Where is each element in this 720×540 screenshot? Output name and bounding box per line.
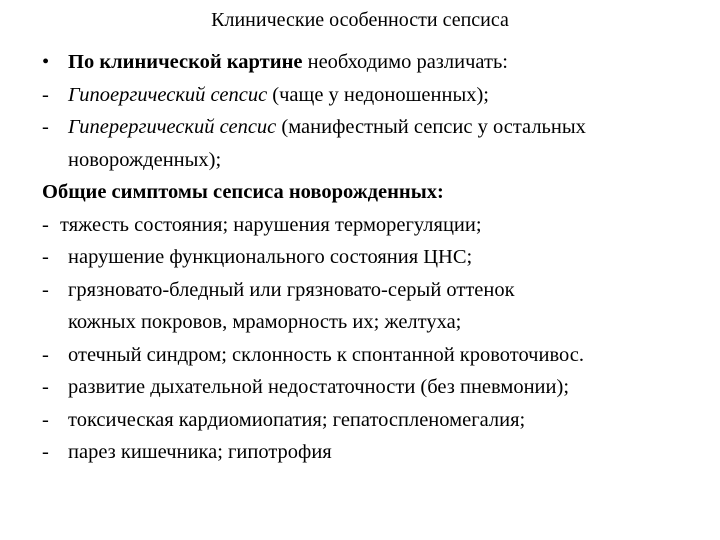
sepsis-type-name: Гиперергический сепсис xyxy=(68,116,277,138)
list-item-hyperergic-continuation xyxy=(42,144,712,177)
symptom-text: грязновато-бледный или грязновато-серый оттенок xyxy=(68,278,515,301)
symptoms-heading-line xyxy=(42,176,712,209)
slide-content xyxy=(42,46,712,469)
symptom-text: токсическая кардиомиопатия; гепатоспленомегалия; xyxy=(68,408,526,431)
continuation-text: новорожденных); xyxy=(68,148,222,171)
dash-marker: - xyxy=(42,376,49,398)
symptom-item xyxy=(42,209,712,242)
bullet-bold-text: По клинической картине xyxy=(68,51,303,73)
bullet-marker: • xyxy=(42,51,50,73)
dash-marker: - xyxy=(42,278,49,301)
symptom-text: парез кишечника; гипотрофия xyxy=(68,441,332,463)
symptom-item-continuation xyxy=(42,306,712,339)
list-item-hyperergic xyxy=(42,111,712,144)
sepsis-type-note: (манифестный сепсис у остальных xyxy=(276,116,586,138)
sepsis-type-note: (чаще у недоношенных); xyxy=(267,83,489,106)
dash-marker: - xyxy=(42,441,49,463)
symptom-text: отечный синдром; склонность к спонтанной кровоточивос. xyxy=(68,343,584,366)
dash-marker: - xyxy=(42,246,49,268)
symptom-item xyxy=(42,436,712,469)
symptom-text: тяжесть состояния; нарушения терморегуляции; xyxy=(60,213,482,236)
symptom-item xyxy=(42,274,712,307)
symptoms-heading: Общие симптомы сепсиса новорожденных: xyxy=(42,181,444,203)
symptom-text: нарушение функционального состояния ЦНС; xyxy=(68,246,473,268)
list-item-hypoergic xyxy=(42,79,712,112)
symptom-item xyxy=(42,371,712,404)
list-item-text xyxy=(68,79,489,112)
slide-title: Клинические особенности сепсиса xyxy=(211,9,509,31)
symptom-text: развитие дыхательной недостаточности (без пневмонии); xyxy=(68,376,570,398)
list-item-text xyxy=(68,111,586,144)
bullet-text xyxy=(68,46,508,79)
symptom-item xyxy=(42,241,712,274)
dash-marker: - xyxy=(42,408,49,431)
sepsis-type-name: Гипоергический сепсис xyxy=(68,83,268,106)
symptom-item xyxy=(42,339,712,372)
bullet-rest-text: необходимо различать: xyxy=(302,51,508,73)
dash-marker: - xyxy=(42,343,49,366)
dash-marker: - xyxy=(42,213,49,236)
dash-marker: - xyxy=(42,83,49,106)
continuation-text: кожных покровов, мраморность их; желтуха; xyxy=(68,311,462,333)
symptom-item xyxy=(42,404,712,437)
bullet-line-clinical-picture xyxy=(42,46,712,79)
dash-marker: - xyxy=(42,116,49,138)
